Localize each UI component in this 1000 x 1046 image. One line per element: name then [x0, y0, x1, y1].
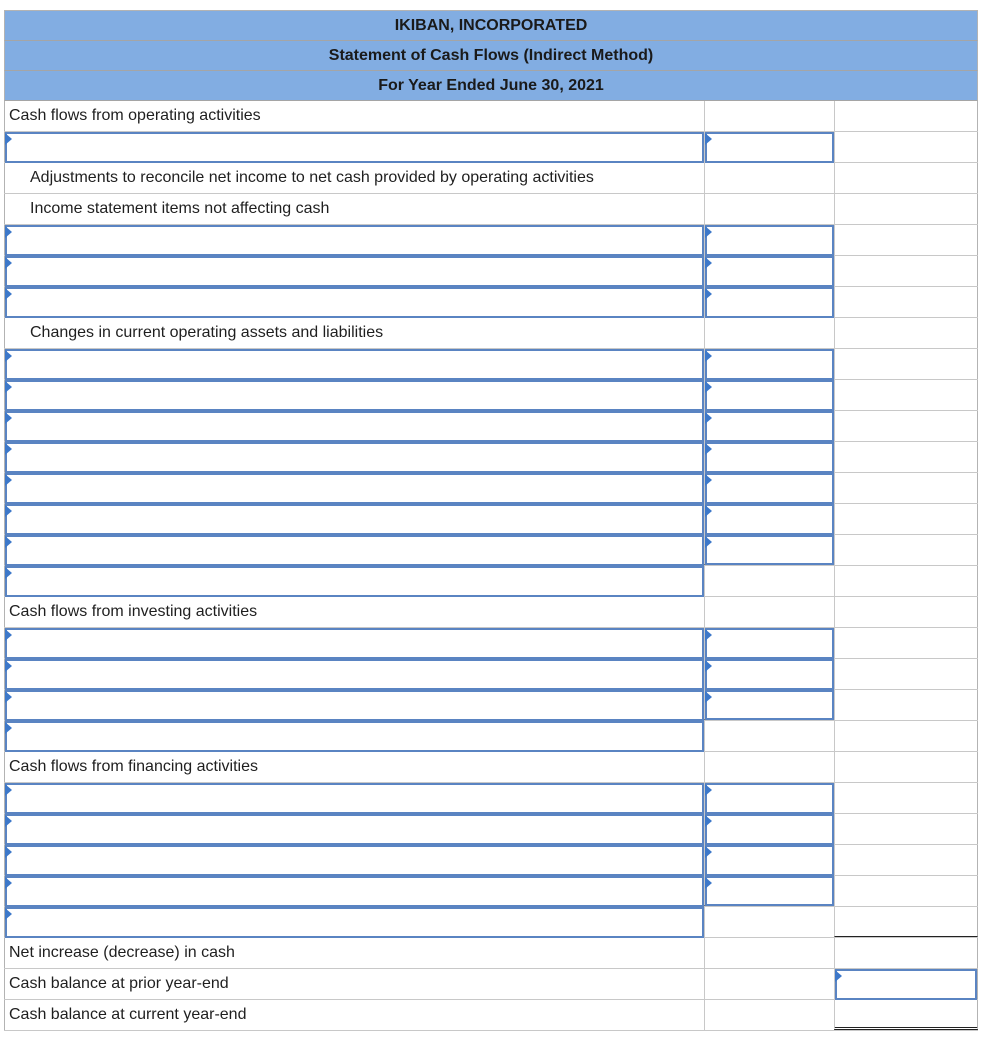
working-capital-label-dropdown[interactable] [5, 535, 704, 566]
net-income-label-dropdown[interactable] [5, 132, 704, 163]
working-capital-row [4, 411, 978, 442]
investing-item-label-dropdown[interactable] [5, 690, 704, 721]
working-capital-label-dropdown[interactable] [5, 442, 704, 473]
noncash-item-row [4, 256, 978, 287]
operating-activities-label: Cash flows from operating activities [9, 107, 261, 124]
financing-total-label-dropdown[interactable] [5, 907, 704, 938]
prior-balance-amount-input[interactable] [835, 969, 977, 1000]
investing-item-amount-input[interactable] [705, 690, 834, 720]
investing-activities-heading-row [4, 597, 978, 628]
financing-item-label-dropdown[interactable] [5, 876, 704, 907]
prior-balance-label: Cash balance at prior year-end [9, 975, 229, 992]
net-income-amount-input[interactable] [705, 132, 834, 163]
noncash-item-row [4, 287, 978, 318]
investing-total-label-dropdown[interactable] [5, 721, 704, 752]
working-capital-label-dropdown[interactable] [5, 473, 704, 504]
working-capital-amount-input[interactable] [705, 473, 834, 504]
statement-period-header: For Year Ended June 30, 2021 [4, 71, 978, 101]
working-capital-label-dropdown[interactable] [5, 349, 704, 380]
noncash-item-label-dropdown[interactable] [5, 287, 704, 318]
financing-item-amount-input[interactable] [705, 876, 834, 906]
net-change-row [4, 938, 978, 969]
financing-item-label-dropdown[interactable] [5, 845, 704, 876]
working-capital-label-dropdown[interactable] [5, 380, 704, 411]
financing-item-amount-input[interactable] [705, 814, 834, 845]
working-capital-row [4, 535, 978, 566]
investing-item-label-dropdown[interactable] [5, 659, 704, 690]
noncash-items-heading-row [4, 194, 978, 225]
investing-item-amount-input[interactable] [705, 659, 834, 690]
adjustments-label: Adjustments to reconcile net income to net cash provided by operating activities [30, 169, 594, 186]
financing-item-amount-input[interactable] [705, 783, 834, 814]
operating-activities-heading-row [4, 101, 978, 132]
working-capital-row [4, 473, 978, 504]
changes-heading-row [4, 318, 978, 349]
changes-label: Changes in current operating assets and liabilities [30, 324, 384, 341]
financing-activities-label: Cash flows from financing activities [9, 758, 258, 775]
noncash-item-amount-input[interactable] [705, 225, 834, 256]
working-capital-label-dropdown[interactable] [5, 504, 704, 535]
investing-item-row [4, 690, 978, 721]
working-capital-label-dropdown[interactable] [5, 411, 704, 442]
financing-total-row [4, 907, 978, 938]
investing-item-label-dropdown[interactable] [5, 628, 704, 659]
adjustments-heading-row [4, 163, 978, 194]
working-capital-row [4, 380, 978, 411]
statement-title-header: Statement of Cash Flows (Indirect Method) [4, 41, 978, 71]
operating-total-row [4, 566, 978, 597]
working-capital-amount-input[interactable] [705, 442, 834, 473]
working-capital-amount-input[interactable] [705, 411, 834, 442]
operating-total-label-dropdown[interactable] [5, 566, 704, 597]
investing-activities-label: Cash flows from investing activities [9, 603, 258, 620]
working-capital-amount-input[interactable] [705, 349, 834, 380]
company-name-header: IKIBAN, INCORPORATED [4, 11, 978, 41]
investing-item-row [4, 628, 978, 659]
noncash-item-label-dropdown[interactable] [5, 256, 704, 287]
investing-item-row [4, 659, 978, 690]
cash-flow-statement-table [4, 10, 978, 1031]
financing-item-row [4, 814, 978, 845]
financing-item-amount-input[interactable] [705, 845, 834, 876]
noncash-item-row [4, 225, 978, 256]
net-change-label: Net increase (decrease) in cash [9, 944, 235, 961]
financing-item-row [4, 783, 978, 814]
financing-item-label-dropdown[interactable] [5, 783, 704, 814]
net-income-row [4, 132, 978, 163]
prior-balance-row [4, 969, 978, 1000]
working-capital-amount-input[interactable] [705, 535, 834, 565]
current-balance-label: Cash balance at current year-end [9, 1006, 247, 1023]
noncash-item-amount-input[interactable] [705, 256, 834, 287]
working-capital-row [4, 349, 978, 380]
working-capital-amount-input[interactable] [705, 380, 834, 411]
noncash-item-label-dropdown[interactable] [5, 225, 704, 256]
noncash-items-label: Income statement items not affecting cash [30, 200, 330, 217]
working-capital-row [4, 442, 978, 473]
investing-item-amount-input[interactable] [705, 628, 834, 659]
current-balance-row [4, 1000, 978, 1031]
financing-item-label-dropdown[interactable] [5, 814, 704, 845]
financing-item-row [4, 876, 978, 907]
noncash-item-amount-input[interactable] [705, 287, 834, 318]
working-capital-row [4, 504, 978, 535]
financing-item-row [4, 845, 978, 876]
financing-activities-heading-row [4, 752, 978, 783]
working-capital-amount-input[interactable] [705, 504, 834, 535]
investing-total-row [4, 721, 978, 752]
